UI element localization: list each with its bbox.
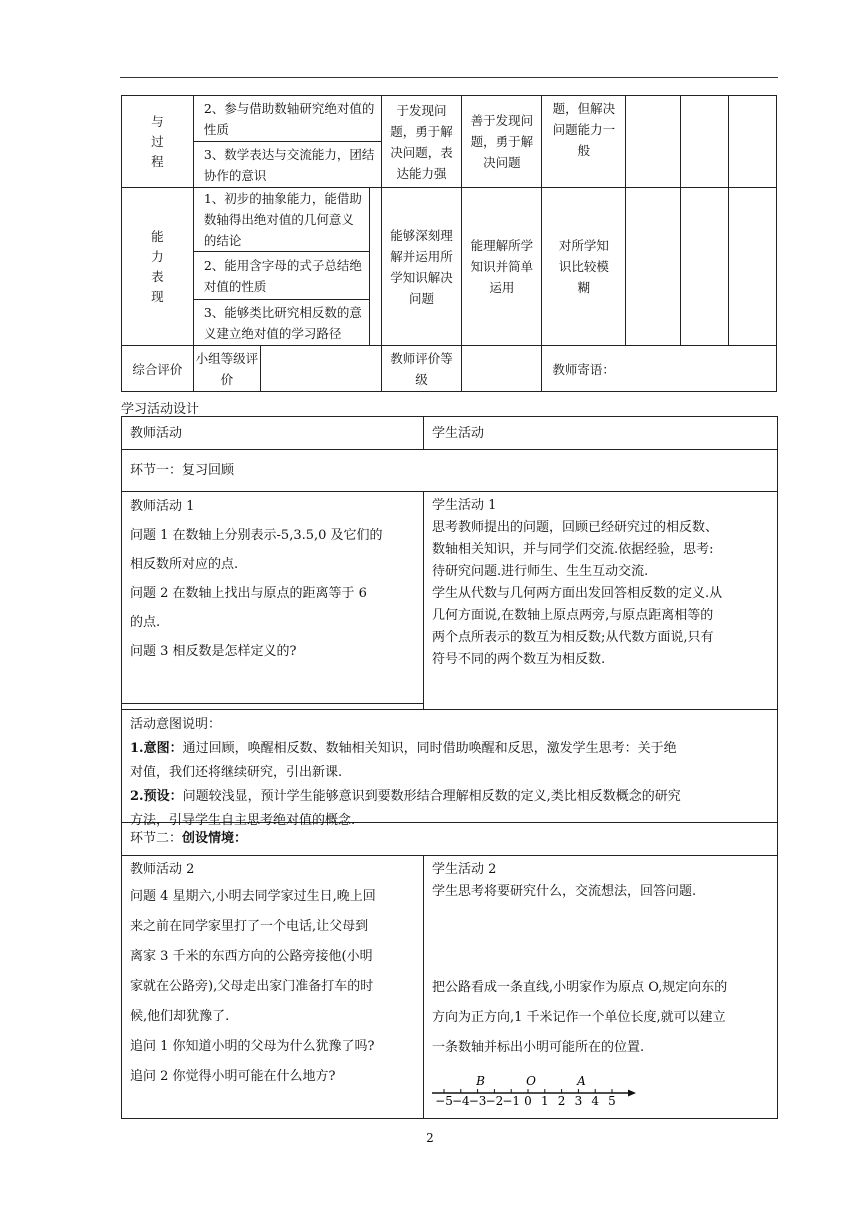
summary-teacher-label: 教师评价等级 xyxy=(381,346,462,392)
teacher1-line: 问题 3 相反数是怎样定义的? xyxy=(130,644,297,659)
ability-level-c: 对所学知识比较模糊 xyxy=(542,188,626,346)
evaluation-table xyxy=(121,95,777,392)
summary-group-cell xyxy=(193,346,381,392)
number-line-tick-label: 4 xyxy=(591,1094,600,1108)
intent2-label: 2.预设： xyxy=(130,789,183,804)
number-line-point-label: A xyxy=(577,1074,586,1088)
student2-text xyxy=(432,973,777,1063)
section-title: 学习活动设计 xyxy=(121,402,200,417)
process-level-b: 善于发现问题，勇于解决问题 xyxy=(462,96,542,188)
intent1-text: 通过回顾，唤醒相反数、数轴相关知识，同时借助唤醒和反思，激发学生思考：关于绝 xyxy=(182,741,677,756)
empty-cell xyxy=(681,96,729,188)
intent-title: 活动意图说明： xyxy=(130,717,222,732)
intent2-text: 问题较浅显，预计学生能够意识到要数形结合理解相反数的定义,类比相反数概念的研究 xyxy=(182,789,681,804)
process-item-3: 3、数学表达与交流能力，团结协作的意识 xyxy=(193,142,381,188)
empty-cell xyxy=(729,96,777,188)
student2-title: 学生活动 2 xyxy=(432,862,497,877)
intent1-label: 1.意图： xyxy=(130,741,183,756)
number-line-tick-label: 5 xyxy=(608,1094,616,1108)
ability-level-a: 能够深刻理解并运用所学知识解决问题 xyxy=(381,188,462,346)
student1-title: 学生活动 1 xyxy=(432,498,497,513)
number-line-tick-label: 3 xyxy=(574,1094,583,1108)
teacher2-title: 教师活动 2 xyxy=(130,862,195,877)
ability-item-3: 3、能够类比研究相反数的意义建立绝对值的学习路径 xyxy=(193,300,369,346)
intent-block xyxy=(130,713,775,833)
summary-message-label: 教师寄语： xyxy=(542,346,777,392)
student2-line: 一条数轴并标出小明可能所在的位置. xyxy=(432,1040,645,1055)
category-ability: 能 力 表 现 xyxy=(122,188,194,346)
ability-level-b: 能理解所学知识并简单运用 xyxy=(462,188,542,346)
teacher2-line: 追问 2 你觉得小明可能在什么地方? xyxy=(130,1069,336,1084)
stage2-title: 环节二：创设情境： xyxy=(130,831,248,846)
student2-line: 把公路看成一条直线,小明家作为原点 O,规定向东的 xyxy=(432,980,728,995)
student2-line1: 学生思考将要研究什么，交流想法，回答问题. xyxy=(432,884,697,899)
teacher2-line: 问题 4 星期六,小明去同学家过生日,晚上回 xyxy=(130,889,376,904)
teacher1-text xyxy=(130,521,420,666)
empty-cell xyxy=(681,188,729,346)
summary-group-label: 小组等级评价 xyxy=(194,346,261,391)
header-rule xyxy=(120,77,778,78)
student1-text xyxy=(432,517,777,671)
stage1-title: 环节一：复习回顾 xyxy=(130,463,235,478)
empty-cell xyxy=(626,96,681,188)
teacher2-text xyxy=(130,882,422,1092)
header-teacher: 教师活动 xyxy=(130,426,183,441)
category-process: 与 过 程 xyxy=(122,96,194,188)
student1-line: 学生从代数与几何两方面出发回答相反数的定义.从 xyxy=(432,586,723,601)
ability-item-1: 1、初步的抽象能力，能借助数轴得出绝对值的几何意义的结论 xyxy=(193,188,369,252)
page-number: 2 xyxy=(426,1131,434,1145)
ability-item-2: 2、能用含字母的式子总结绝对值的性质 xyxy=(193,252,369,300)
teacher1-title: 教师活动 1 xyxy=(130,499,195,514)
empty-cell xyxy=(729,188,777,346)
intent2-text2: 方法，引导学生自主思考绝对值的概念. xyxy=(130,813,356,828)
process-level-c: 题，但解决问题能力一般 xyxy=(542,96,626,188)
empty-cell xyxy=(626,188,681,346)
number-line-point-label: B xyxy=(476,1074,486,1088)
student2-line: 方向为正方向,1 千米记作一个单位长度,就可以建立 xyxy=(432,1010,726,1025)
number-line-tick-label: 2 xyxy=(557,1094,566,1108)
teacher2-line: 来之前在同学家里打了一个电话,让父母到 xyxy=(130,919,369,934)
number-line-tick-label: −5 xyxy=(435,1094,453,1108)
teacher2-line: 家就在公路旁),父母走出家门准备打车的时 xyxy=(130,979,374,994)
number-line-point-label: O xyxy=(526,1074,536,1088)
student1-line: 符号不同的两个数互为相反数. xyxy=(432,652,606,667)
teacher1-line: 的点. xyxy=(130,615,161,630)
number-line-tick-label: 0 xyxy=(524,1094,532,1108)
process-item-2: 2、参与借助数轴研究绝对值的性质 xyxy=(193,96,381,142)
student1-line: 几何方面说,在数轴上原点两旁,与原点距离相等的 xyxy=(432,608,714,623)
header-student: 学生活动 xyxy=(432,426,485,441)
number-line-tick-label: 1 xyxy=(540,1094,549,1108)
process-level-a: 于发现问题，勇于解决问题，表达能力强 xyxy=(381,96,462,188)
student1-line: 两个点所表示的数互为相反数;从代数方面说,只有 xyxy=(432,630,714,645)
student1-line: 待研究问题.进行师生、生生互动交流. xyxy=(432,564,649,579)
summary-label: 综合评价 xyxy=(122,346,194,392)
teacher2-line: 候,他们却犹豫了. xyxy=(130,1009,230,1024)
number-line xyxy=(428,1074,640,1114)
teacher2-line: 离家 3 千米的东西方向的公路旁接他(小明 xyxy=(130,949,373,964)
teacher2-line: 追问 1 你知道小明的父母为什么犹豫了吗? xyxy=(130,1039,375,1054)
student1-line: 思考教师提出的问题，回顾已经研究过的相反数、 xyxy=(432,520,719,535)
empty-cell xyxy=(369,188,381,346)
number-line-tick-label: −4 xyxy=(451,1094,470,1108)
teacher1-line: 问题 2 在数轴上找出与原点的距离等于 6 xyxy=(130,586,367,601)
number-line-tick-label: −1 xyxy=(502,1094,521,1108)
teacher1-line: 问题 1 在数轴上分别表示-5,3.5,0 及它们的 xyxy=(130,528,383,543)
teacher1-line: 相反数所对应的点. xyxy=(130,557,239,572)
intent1-text2: 对值，我们还将继续研究，引出新课. xyxy=(130,765,343,780)
number-line-tick-label: −3 xyxy=(468,1094,487,1108)
empty-cell xyxy=(462,346,542,392)
number-line-tick-label: −2 xyxy=(485,1094,504,1108)
student1-line: 数轴相关知识，并与同学们交流.依据经验，思考: xyxy=(432,542,714,557)
